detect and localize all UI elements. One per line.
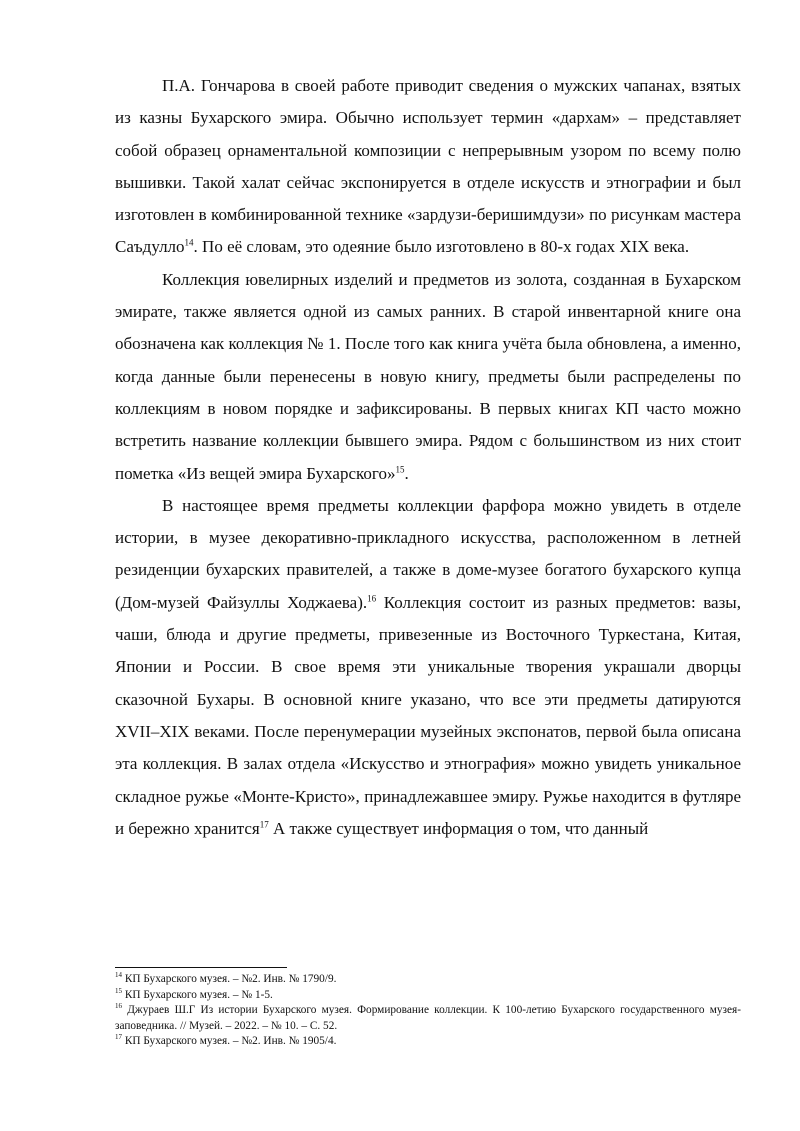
paragraph-text: П.А. Гончарова в своей работе приводит сведения о мужских чапанах, взятых из казны Бухарского эмира. Обычно использует термин «дархам» – представляет собой образец орнаментальной композиции с непрерывным узором по всему полю вышивки. Такой халат сейчас экспонируется в отделе искусств и этнографии и был изготовлен в комбинированной технике «зардузи-беришимдузи» по рисункам мастера Саъдулло [115, 76, 741, 257]
paragraph-text: Коллекция ювелирных изделий и предметов из золота, созданная в Бухарском эмирате, также является одной из самых ранних. В старой инвентарной книге она обозначена как коллекция № 1. После того как книга учёта была обновлена, а именно, когда данные были перенесены в новую книгу, предметы были распределены по коллекциям в новом порядке и зафиксированы. В первых книгах КП часто можно встретить название коллекции бывшего эмира. Рядом с большинством из них стоит пометка «Из вещей эмира Бухарского» [115, 269, 741, 483]
footnote-ref-16[interactable]: 16 [367, 593, 377, 604]
paragraph-text: А также существует информация о том, что данный [268, 818, 649, 838]
footnote-separator [115, 967, 287, 968]
footnote-text: КП Бухарского музея. – № 1-5. [122, 988, 273, 1001]
footnote-ref-15[interactable]: 15 [395, 463, 405, 474]
footnote-16 [115, 1003, 741, 1034]
footnote-number: 17 [115, 1033, 122, 1042]
footnote-number: 14 [115, 971, 122, 980]
footnote-text: КП Бухарского музея. – №2. Инв. № 1790/9. [122, 973, 337, 985]
footnote-14 [115, 972, 741, 988]
paragraph-3 [115, 490, 741, 845]
footnote-ref-17[interactable]: 17 [259, 819, 269, 830]
footnote-17 [115, 1034, 741, 1050]
footnote-text: Джураев Ш.Г Из истории Бухарского музея. Формирование коллекции. К 100-летию Бухарского государственного музея-заповедника. // Музей. – 2022. – № 10. – С. 52. [115, 1004, 741, 1032]
paragraph-1 [115, 70, 741, 264]
footnote-number: 15 [115, 986, 122, 995]
paragraph-text: . По её словам, это одеяние было изготовлено в 80-х годах XIX века. [193, 237, 690, 257]
footnote-15 [115, 988, 741, 1004]
paragraph-text: В настоящее время предметы коллекции фарфора можно увидеть в отделе истории, в музее декоративно-прикладного искусства, расположенном в летней резиденции бухарских правителей, а также в доме-музее богатого бухарского купца (Дом-музей Файзуллы Ходжаева). [115, 495, 741, 612]
paragraph-text: . [404, 463, 409, 483]
body-text [115, 70, 741, 845]
paragraph-2 [115, 264, 741, 490]
footnote-text: КП Бухарского музея. – №2. Инв. № 1905/4. [122, 1035, 337, 1047]
footnote-number: 16 [115, 1002, 122, 1011]
paragraph-text: Коллекция состоит из разных предметов: вазы, чаши, блюда и другие предметы, привезенные из Восточного Туркестана, Китая, Японии и России. В свое время эти уникальные творения украшали дворцы сказочной Бухары. В основной книге указано, что все эти предметы датируются XVII–XIX веками. После перенумерации музейных экспонатов, первой была описана эта коллекция. В залах отдела «Искусство и этнография» можно увидеть уникальное складное ружье «Монте-Кристо», принадлежавшее эмиру. Ружье находится в футляре и бережно хранится [115, 592, 741, 838]
footnote-ref-14[interactable]: 14 [184, 237, 194, 248]
footnotes [115, 972, 741, 1050]
